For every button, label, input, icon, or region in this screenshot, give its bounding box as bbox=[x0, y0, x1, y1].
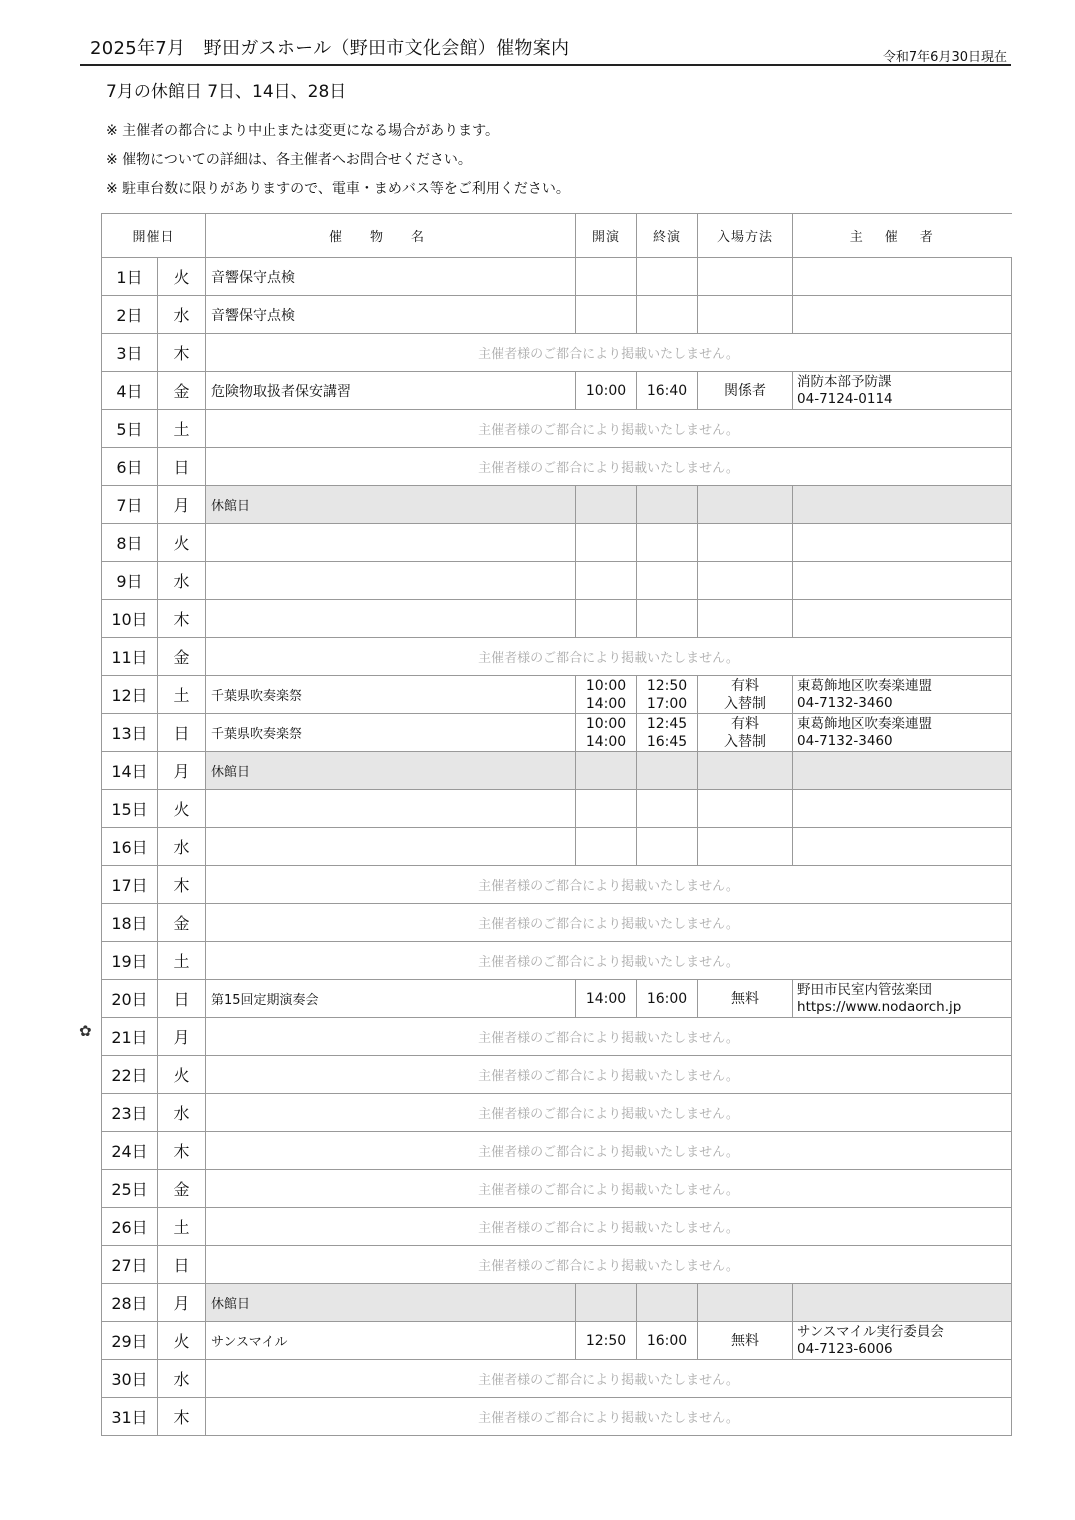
event-name-cell: 休館日 bbox=[206, 752, 576, 790]
day-cell: 22日 bbox=[102, 1056, 158, 1094]
organizer-line: https://www.nodaorch.jp bbox=[797, 998, 962, 1015]
table-row bbox=[102, 1018, 1012, 1056]
organizer-cell bbox=[793, 790, 1012, 828]
note-inquiries: ※ 催物についての詳細は、各主催者へお問合せください。 bbox=[106, 152, 472, 168]
admission-cell bbox=[698, 676, 793, 714]
organizer-cell bbox=[793, 258, 1012, 296]
table-row bbox=[102, 524, 1012, 562]
table-row bbox=[102, 828, 1012, 866]
table-row bbox=[102, 980, 1012, 1018]
close-time-line: 17:00 bbox=[646, 695, 688, 712]
weekday-cell: 水 bbox=[158, 1094, 206, 1132]
unlisted-note: 主催者様のご都合により掲載いたしません。 bbox=[206, 448, 1012, 486]
weekday-cell: 日 bbox=[158, 1246, 206, 1284]
day-cell: 18日 bbox=[102, 904, 158, 942]
close-time-cell: 16:00 bbox=[637, 980, 698, 1018]
table-row bbox=[102, 372, 1012, 410]
organizer-cell bbox=[793, 714, 1012, 752]
event-name-cell: 休館日 bbox=[206, 1284, 576, 1322]
table-row bbox=[102, 410, 1012, 448]
organizer-cell bbox=[793, 980, 1012, 1018]
table-row bbox=[102, 1094, 1012, 1132]
weekday-cell: 木 bbox=[158, 600, 206, 638]
table-row bbox=[102, 486, 1012, 524]
day-cell: 6日 bbox=[102, 448, 158, 486]
header-event: 催物名 bbox=[206, 214, 576, 258]
event-name-cell: 危険物取扱者保安講習 bbox=[206, 372, 576, 410]
closed-days-heading: 7月の休館日 7日、14日、28日 bbox=[106, 82, 347, 102]
open-time-line: 10:00 bbox=[585, 677, 627, 694]
close-time-line: 16:45 bbox=[646, 733, 688, 750]
weekday-cell: 火 bbox=[158, 258, 206, 296]
table-header-row bbox=[102, 214, 1012, 258]
day-cell: 16日 bbox=[102, 828, 158, 866]
table-row bbox=[102, 904, 1012, 942]
unlisted-note: 主催者様のご都合により掲載いたしません。 bbox=[206, 1170, 1012, 1208]
weekday-cell: 金 bbox=[158, 1170, 206, 1208]
weekday-cell: 火 bbox=[158, 1056, 206, 1094]
unlisted-note: 主催者様のご都合により掲載いたしません。 bbox=[206, 334, 1012, 372]
table-row bbox=[102, 638, 1012, 676]
admission-cell bbox=[698, 562, 793, 600]
day-cell: 8日 bbox=[102, 524, 158, 562]
admission-cell bbox=[698, 1284, 793, 1322]
weekday-cell: 日 bbox=[158, 980, 206, 1018]
organizer-line: 04-7124-0114 bbox=[797, 390, 893, 407]
weekday-cell: 木 bbox=[158, 334, 206, 372]
open-time-cell: 14:00 bbox=[576, 980, 637, 1018]
organizer-line: 04-7132-3460 bbox=[797, 694, 893, 711]
event-name-cell bbox=[206, 828, 576, 866]
table-row bbox=[102, 1056, 1012, 1094]
organizer-line: 04-7132-3460 bbox=[797, 732, 893, 749]
table-row bbox=[102, 1170, 1012, 1208]
event-name-cell bbox=[206, 562, 576, 600]
header-open: 開演 bbox=[576, 214, 637, 258]
open-time-cell bbox=[576, 296, 637, 334]
table-row bbox=[102, 1132, 1012, 1170]
close-time-cell bbox=[637, 524, 698, 562]
close-time-cell bbox=[637, 790, 698, 828]
organizer-cell bbox=[793, 562, 1012, 600]
close-time-cell bbox=[637, 676, 698, 714]
table-row bbox=[102, 1208, 1012, 1246]
close-time-cell bbox=[637, 1284, 698, 1322]
organizer-cell bbox=[793, 752, 1012, 790]
open-time-cell bbox=[576, 752, 637, 790]
day-cell: 4日 bbox=[102, 372, 158, 410]
day-cell: 3日 bbox=[102, 334, 158, 372]
as-of-date: 令和7年6月30日現在 bbox=[882, 50, 1007, 65]
organizer-cell bbox=[793, 486, 1012, 524]
day-cell: 28日 bbox=[102, 1284, 158, 1322]
table-row bbox=[102, 1322, 1012, 1360]
day-cell: 29日 bbox=[102, 1322, 158, 1360]
admission-cell bbox=[698, 752, 793, 790]
weekday-cell: 水 bbox=[158, 296, 206, 334]
weekday-cell: 木 bbox=[158, 1398, 206, 1436]
event-name-cell: サンスマイル bbox=[206, 1322, 576, 1360]
close-time-cell: 16:00 bbox=[637, 1322, 698, 1360]
open-time-line: 10:00 bbox=[585, 715, 627, 732]
event-name-cell: 音響保守点検 bbox=[206, 258, 576, 296]
unlisted-note: 主催者様のご都合により掲載いたしません。 bbox=[206, 1398, 1012, 1436]
day-cell: 5日 bbox=[102, 410, 158, 448]
header-rule bbox=[80, 64, 1011, 66]
day-cell: 30日 bbox=[102, 1360, 158, 1398]
day-cell: 31日 bbox=[102, 1398, 158, 1436]
open-time-line: 14:00 bbox=[585, 733, 627, 750]
unlisted-note: 主催者様のご都合により掲載いたしません。 bbox=[206, 1132, 1012, 1170]
table-row bbox=[102, 714, 1012, 752]
open-time-cell bbox=[576, 486, 637, 524]
open-time-cell bbox=[576, 828, 637, 866]
note-cancellation: ※ 主催者の都合により中止または変更になる場合があります。 bbox=[106, 123, 500, 139]
unlisted-note: 主催者様のご都合により掲載いたしません。 bbox=[206, 1208, 1012, 1246]
open-time-cell bbox=[576, 524, 637, 562]
admission-cell bbox=[698, 600, 793, 638]
table-row bbox=[102, 942, 1012, 980]
table-row bbox=[102, 600, 1012, 638]
day-cell: 13日 bbox=[102, 714, 158, 752]
notes bbox=[106, 117, 570, 204]
table-row bbox=[102, 334, 1012, 372]
organizer-line: 消防本部予防課 bbox=[797, 373, 892, 390]
open-time-cell bbox=[576, 1284, 637, 1322]
table-row bbox=[102, 562, 1012, 600]
unlisted-note: 主催者様のご都合により掲載いたしません。 bbox=[206, 942, 1012, 980]
organizer-cell bbox=[793, 600, 1012, 638]
admission-cell: 無料 bbox=[698, 980, 793, 1018]
day-cell: 26日 bbox=[102, 1208, 158, 1246]
admission-cell bbox=[698, 258, 793, 296]
open-time-cell bbox=[576, 676, 637, 714]
open-time-cell bbox=[576, 258, 637, 296]
open-time-cell bbox=[576, 600, 637, 638]
weekday-cell: 土 bbox=[158, 676, 206, 714]
close-time-cell bbox=[637, 486, 698, 524]
weekday-cell: 土 bbox=[158, 942, 206, 980]
open-time-cell bbox=[576, 790, 637, 828]
close-time-line: 12:45 bbox=[646, 715, 688, 732]
event-name-cell bbox=[206, 790, 576, 828]
organizer-line: 東葛飾地区吹奏楽連盟 bbox=[797, 715, 933, 732]
table-row bbox=[102, 258, 1012, 296]
day-cell: 11日 bbox=[102, 638, 158, 676]
unlisted-note: 主催者様のご都合により掲載いたしません。 bbox=[206, 1094, 1012, 1132]
table-row bbox=[102, 790, 1012, 828]
day-cell: 19日 bbox=[102, 942, 158, 980]
close-time-cell bbox=[637, 600, 698, 638]
event-name-cell: 音響保守点検 bbox=[206, 296, 576, 334]
day-cell: 25日 bbox=[102, 1170, 158, 1208]
weekday-cell: 木 bbox=[158, 866, 206, 904]
event-name-cell bbox=[206, 600, 576, 638]
organizer-line: 野田市民室内管弦楽団 bbox=[797, 981, 933, 998]
organizer-line: 東葛飾地区吹奏楽連盟 bbox=[797, 677, 933, 694]
table-row bbox=[102, 1284, 1012, 1322]
close-time-cell bbox=[637, 562, 698, 600]
organizer-line: サンスマイル実行委員会 bbox=[797, 1323, 944, 1340]
unlisted-note: 主催者様のご都合により掲載いたしません。 bbox=[206, 1018, 1012, 1056]
organizer-cell bbox=[793, 828, 1012, 866]
day-cell: 1日 bbox=[102, 258, 158, 296]
admission-cell bbox=[698, 828, 793, 866]
close-time-cell bbox=[637, 752, 698, 790]
weekday-cell: 水 bbox=[158, 828, 206, 866]
unlisted-note: 主催者様のご都合により掲載いたしません。 bbox=[206, 904, 1012, 942]
table-row bbox=[102, 448, 1012, 486]
organizer-cell bbox=[793, 1284, 1012, 1322]
event-schedule-table bbox=[101, 213, 1012, 1436]
admission-line: 入替制 bbox=[724, 733, 767, 750]
header-date: 開催日 bbox=[102, 214, 206, 258]
day-cell: 23日 bbox=[102, 1094, 158, 1132]
day-cell: 7日 bbox=[102, 486, 158, 524]
weekday-cell: 火 bbox=[158, 790, 206, 828]
weekday-cell: 火 bbox=[158, 524, 206, 562]
organizer-cell bbox=[793, 1322, 1012, 1360]
table-row bbox=[102, 1246, 1012, 1284]
note-parking: ※ 駐車台数に限りがありますので、電車・まめバス等をご利用ください。 bbox=[106, 181, 570, 197]
weekday-cell: 月 bbox=[158, 752, 206, 790]
admission-line: 入替制 bbox=[724, 695, 767, 712]
organizer-cell bbox=[793, 524, 1012, 562]
weekday-cell: 金 bbox=[158, 638, 206, 676]
unlisted-note: 主催者様のご都合により掲載いたしません。 bbox=[206, 1056, 1012, 1094]
table-row bbox=[102, 1398, 1012, 1436]
day-cell: 9日 bbox=[102, 562, 158, 600]
weekday-cell: 金 bbox=[158, 904, 206, 942]
admission-line: 有料 bbox=[731, 677, 760, 694]
admission-line: 有料 bbox=[731, 715, 760, 732]
weekday-cell: 水 bbox=[158, 1360, 206, 1398]
weekday-cell: 日 bbox=[158, 714, 206, 752]
organizer-line: 04-7123-6006 bbox=[797, 1340, 893, 1357]
admission-cell bbox=[698, 790, 793, 828]
page-title: 2025年7月 野田ガスホール（野田市文化会館）催物案内 bbox=[90, 38, 570, 59]
admission-cell bbox=[698, 714, 793, 752]
day-cell: 20日 bbox=[102, 980, 158, 1018]
table-row bbox=[102, 752, 1012, 790]
table-row bbox=[102, 676, 1012, 714]
day-cell: 24日 bbox=[102, 1132, 158, 1170]
close-time-cell bbox=[637, 258, 698, 296]
event-name-cell bbox=[206, 524, 576, 562]
open-time-cell: 10:00 bbox=[576, 372, 637, 410]
open-time-cell: 12:50 bbox=[576, 1322, 637, 1360]
close-time-cell bbox=[637, 296, 698, 334]
admission-cell bbox=[698, 486, 793, 524]
open-time-cell bbox=[576, 714, 637, 752]
admission-cell: 関係者 bbox=[698, 372, 793, 410]
header-close: 終演 bbox=[637, 214, 698, 258]
open-time-line: 14:00 bbox=[585, 695, 627, 712]
event-name-cell: 第15回定期演奏会 bbox=[206, 980, 576, 1018]
header-organizer: 主催者 bbox=[793, 214, 1012, 258]
close-time-cell bbox=[637, 828, 698, 866]
day-cell: 17日 bbox=[102, 866, 158, 904]
event-name-cell: 千葉県吹奏楽祭 bbox=[206, 676, 576, 714]
unlisted-note: 主催者様のご都合により掲載いたしません。 bbox=[206, 410, 1012, 448]
event-name-cell: 休館日 bbox=[206, 486, 576, 524]
weekday-cell: 土 bbox=[158, 1208, 206, 1246]
organizer-cell bbox=[793, 676, 1012, 714]
weekday-cell: 水 bbox=[158, 562, 206, 600]
weekday-cell: 土 bbox=[158, 410, 206, 448]
admission-cell: 無料 bbox=[698, 1322, 793, 1360]
unlisted-note: 主催者様のご都合により掲載いたしません。 bbox=[206, 1246, 1012, 1284]
weekday-cell: 日 bbox=[158, 448, 206, 486]
weekday-cell: 月 bbox=[158, 486, 206, 524]
day-cell: 15日 bbox=[102, 790, 158, 828]
day-cell: 27日 bbox=[102, 1246, 158, 1284]
table-row bbox=[102, 866, 1012, 904]
table-row bbox=[102, 1360, 1012, 1398]
table-row bbox=[102, 296, 1012, 334]
unlisted-note: 主催者様のご都合により掲載いたしません。 bbox=[206, 1360, 1012, 1398]
weekday-cell: 月 bbox=[158, 1284, 206, 1322]
close-time-cell: 16:40 bbox=[637, 372, 698, 410]
organizer-cell bbox=[793, 372, 1012, 410]
day-cell: 14日 bbox=[102, 752, 158, 790]
unlisted-note: 主催者様のご都合により掲載いたしません。 bbox=[206, 866, 1012, 904]
day-cell: 21日 bbox=[102, 1018, 158, 1056]
event-name-cell: 千葉県吹奏楽祭 bbox=[206, 714, 576, 752]
close-time-cell bbox=[637, 714, 698, 752]
day-cell: 12日 bbox=[102, 676, 158, 714]
weekday-cell: 金 bbox=[158, 372, 206, 410]
weekday-cell: 火 bbox=[158, 1322, 206, 1360]
close-time-line: 12:50 bbox=[646, 677, 688, 694]
weekday-cell: 月 bbox=[158, 1018, 206, 1056]
open-time-cell bbox=[576, 562, 637, 600]
flower-marker-icon: ✿ bbox=[79, 1022, 92, 1040]
header-admission: 入場方法 bbox=[698, 214, 793, 258]
organizer-cell bbox=[793, 296, 1012, 334]
unlisted-note: 主催者様のご都合により掲載いたしません。 bbox=[206, 638, 1012, 676]
admission-cell bbox=[698, 296, 793, 334]
admission-cell bbox=[698, 524, 793, 562]
day-cell: 2日 bbox=[102, 296, 158, 334]
weekday-cell: 木 bbox=[158, 1132, 206, 1170]
day-cell: 10日 bbox=[102, 600, 158, 638]
